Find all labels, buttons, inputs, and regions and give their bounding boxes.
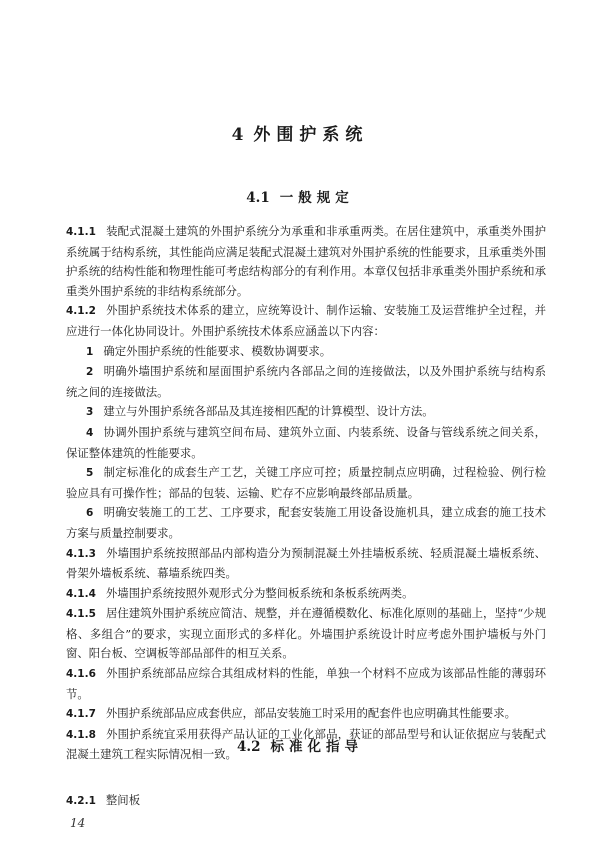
section-title-4-1: [0, 186, 600, 206]
clause-id: 4.1.1: [66, 226, 96, 238]
clause-id: 4.1.3: [66, 547, 96, 560]
clause-text: 外围护系统技术体系的建立，应统筹设计、制作运输、安装施工及运营维护全过程，并应进行一体化协同设计。外围护系统技术体系应涵盖以下内容：: [66, 303, 546, 338]
subclause-4-2-1: [66, 792, 140, 808]
item-number: 3: [86, 406, 94, 419]
list-item: [66, 503, 546, 543]
item-text: 明确外墙围护系统和屋面围护系统内各部品之间的连接做法，以及外围护系统与结构系统之间的连接做法。: [66, 364, 546, 399]
clause-text: 整间板: [105, 793, 141, 807]
item-number: 6: [86, 507, 94, 520]
clause-4-1-1: [66, 222, 546, 301]
clause-text: 外墙围护系统按照外观形式分为整间板系统和条板系统两类。: [105, 585, 414, 600]
clause-id: 4.1.5: [66, 608, 96, 621]
item-text: 明确安装施工的工艺、工序要求，配套安装施工用设备设施机具，建立成套的施工技术方案与质量控制要求。: [66, 505, 546, 540]
page-number: 14: [70, 816, 86, 830]
list-item: [66, 402, 546, 423]
clause-4-1-2: [66, 301, 546, 341]
clause-text: 外墙围护系统按照部品内部构造分为预制混凝土外挂墙板系统、轻质混凝土墙板系统、骨架外墙板系统、幕墙系统四类。: [66, 545, 546, 581]
chapter-title-text: 外围护系统: [253, 125, 369, 145]
item-number: 1: [86, 345, 94, 358]
clause-id: 4.1.6: [66, 668, 96, 681]
clause-id: 4.1.7: [66, 708, 96, 721]
item-text: 制定标准化的成套生产工艺，关键工序应可控；质量控制点应明确，过程检验、例行检验应具有可操作性；部品的包装、运输、贮存不应影响最终部品质量。: [66, 465, 546, 500]
chapter-title: [0, 120, 600, 145]
section-title-4-2: [0, 735, 600, 755]
clause-4-1-7: [66, 704, 546, 725]
clause-id: 4.1.8: [66, 728, 96, 741]
section-title-text: 一般规定: [279, 190, 354, 206]
clause-text: 居住建筑外围护系统应简洁、规整，并在遵循模数化、标准化原则的基础上，坚持“少规格、多组合”的要求，实现立面形式的多样化。外墙围护系统设计时应考虑外围护墙板与外门窗、阳台板、空调板等部品部件的相互关系。: [66, 606, 546, 661]
list-item: [66, 342, 546, 363]
clause-text: 装配式混凝土建筑的外围护系统分为承重和非承重两类。在居住建筑中，承重类外围护系统属于结构系统，其性能尚应满足装配式混凝土建筑对外围护系统的性能要求，且承重类外围护系统的结构性能和物理性能可考虑结构部分的有利作用。本章仅包括非承重类外围护系统和承重类外围护系统的非结构系统部分。: [66, 224, 546, 298]
item-text: 协调外围护系统与建筑空间布局、建筑外立面、内装系统、设备与管线系统之间关系，保证整体建筑的性能要求。: [66, 424, 546, 460]
clause-id: 4.1.4: [66, 587, 96, 600]
clause-id: 4.1.2: [66, 305, 96, 318]
section-title-text: 标准化指导: [270, 739, 363, 755]
list-item: [66, 463, 546, 503]
clause-id: 4.2.1: [66, 795, 96, 807]
clause-text: 外围护系统宜采用获得产品认证的工业化部品，获证的部品型号和认证依据应与装配式混凝土建筑工程实际情况相一致。: [66, 726, 546, 762]
list-item: [66, 423, 546, 463]
clause-4-1-5: [66, 604, 546, 664]
item-number: 5: [86, 467, 94, 480]
clause-4-1-3: [66, 544, 546, 584]
item-text: 建立与外围护系统各部品及其连接相匹配的计算模型、设计方法。: [103, 404, 434, 419]
item-text: 确定外围护系统的性能要求、模数协调要求。: [103, 343, 332, 358]
clause-4-1-6: [66, 664, 546, 704]
section-number: 4.2: [237, 739, 261, 755]
item-number: 4: [86, 426, 94, 439]
section-number: 4.1: [246, 190, 270, 206]
item-number: 2: [86, 366, 94, 379]
clause-4-1-4: [66, 584, 546, 605]
clause-text: 外围护系统部品应成套供应，部品安装施工时采用的配套件也应明确其性能要求。: [105, 706, 516, 721]
section-body: [66, 222, 546, 765]
clause-text: 外围护系统部品应综合其组成材料的性能，单独一个材料不应成为该部品性能的薄弱环节。: [66, 666, 546, 701]
list-item: [66, 362, 546, 402]
chapter-number: 4: [231, 125, 244, 145]
